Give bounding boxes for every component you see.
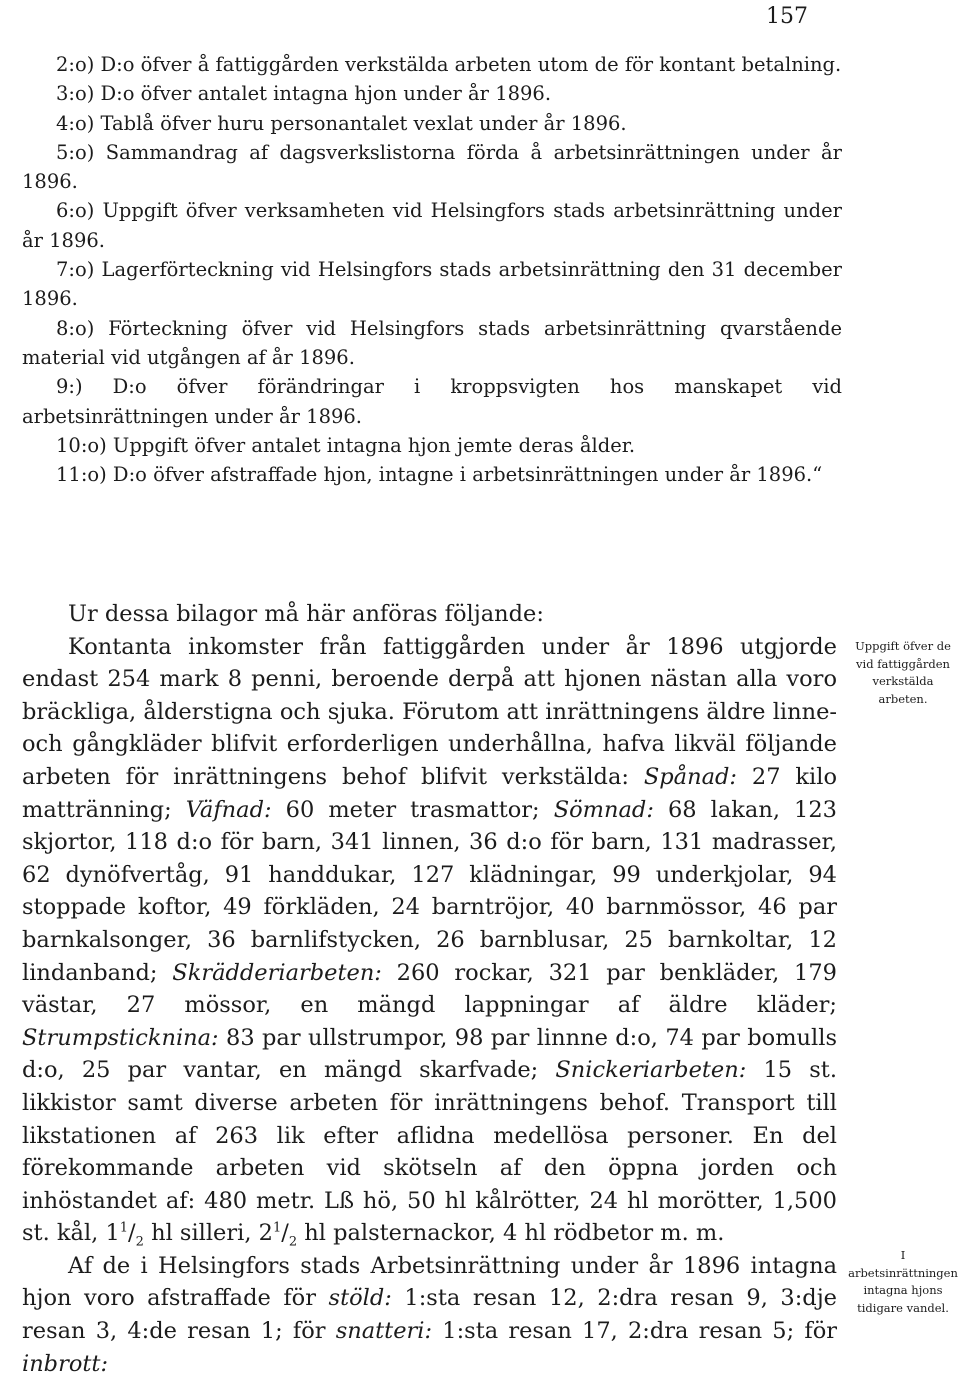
punishment-paragraph: Af de i Helsingfors stads Arbetsinrättning under år 1896 intagna hjon voro afstraffade för stöld: 1:sta resan 12, 2:dra resan 9, 3:dje resan 3, 4:de resan 1; för snatteri: 1:sta resan 17, 2:dra resan 5; för inbrott: — [22, 1252, 837, 1377]
list-item: 8:o) Förteckning öfver vid Helsingfors stads arbetsinrättning qvarstående material vid utgången af år 1896. — [22, 316, 842, 369]
list-item: 3:o) D:o öfver antalet intagna hjon under år 1896. — [56, 82, 552, 106]
list-item: 9:) D:o öfver förändringar i kroppsvigten hos manskapet vid arbetsinrättningen under år 1896. — [22, 375, 842, 428]
list-item: 11:o) D:o öfver afstraffade hjon, intagne i arbetsinrättningen under år 1896.“ — [56, 463, 823, 487]
body-text — [22, 598, 837, 1380]
appendix-list — [22, 50, 842, 489]
list-item: 6:o) Uppgift öfver verksamheten vid Helsingfors stads arbetsinrättning under år 1896. — [22, 199, 842, 252]
list-item: 10:o) Uppgift öfver antalet intagna hjon jemte deras ålder. — [56, 433, 636, 457]
intro-paragraph: Ur dessa bilagor må här anföras följande: — [68, 601, 544, 627]
list-item: 4:o) Tablå öfver huru personantalet vexlat under år 1896. — [56, 111, 627, 135]
list-item: 7:o) Lagerförteckning vid Helsingfors stads arbetsinrättning den 31 december 1896. — [22, 258, 842, 311]
page-number: 157 — [766, 4, 808, 29]
list-item: 2:o) D:o öfver å fattiggården verkstälda arbeten utom de för kontant betalning. — [56, 53, 842, 76]
margin-note: I arbetsinrättningen intagna hjons tidigare vandel. — [848, 1248, 958, 1315]
work-paragraph: Kontanta inkomster från fattiggården under år 1896 utgjorde endast 254 mark 8 penni, beroende derpå att hjonen nästan alla voro bräckliga, ålderstigna och sjuka. Förutom att inrättningens äldre linne- och gångkläder blifvit erforderligen underhållna, hafva likväl följande arbeten för inrättningens behof blifvit verkstälda: Spånad: 27 kilo mattränning; Väfnad: 60 meter trasmattor; Sömnad: 68 lakan, 123 skjortor, 118 d:o för barn, 341 linnen, 36 d:o för barn, 131 madrasser, 62 dynöfvertåg, 91 handdukar, 127 klädningar, 99 underkjolar, 94 stoppade koftor, 49 förkläden, 24 barntröjor, 40 barnmössor, 46 par barnkalsonger, 36 barnlifstycken, 26 barnblusar, 25 barnkoltar, 12 lindanband; Skrädderiarbeten: 260 rockar, 321 par benkläder, 179 västar, 27 mössor, en mängd lappningar af äldre kläder; Strumpsticknina: 83 par ullstrumpor, 98 par linnne d:o, 74 par bomulls d:o, 25 par vantar, en mängd skarfvade; Snickeriarbeten: 15 st. likkistor samt diverse arbeten för inrättningens behof. Transport till likstationen af 263 lik efter aflidna medellösa personer. En del förekommande arbeten vid skötseln af den öppna jorden och inhöstandet af: 480 metr. Lß hö, 50 hl kålrötter, 24 hl morötter, 1,500 st. kål, $1^1/_2$ hl silleri, $2^1/_2$ hl palsternackor, 4 hl rödbetor m. m. — [22, 633, 837, 1250]
list-item: 5:o) Sammandrag af dagsverkslistorna förda å arbetsinrättningen under år 1896. — [22, 140, 842, 194]
margin-note: Uppgift öfver de vid fattiggården verkstälda arbeten. — [855, 639, 951, 706]
